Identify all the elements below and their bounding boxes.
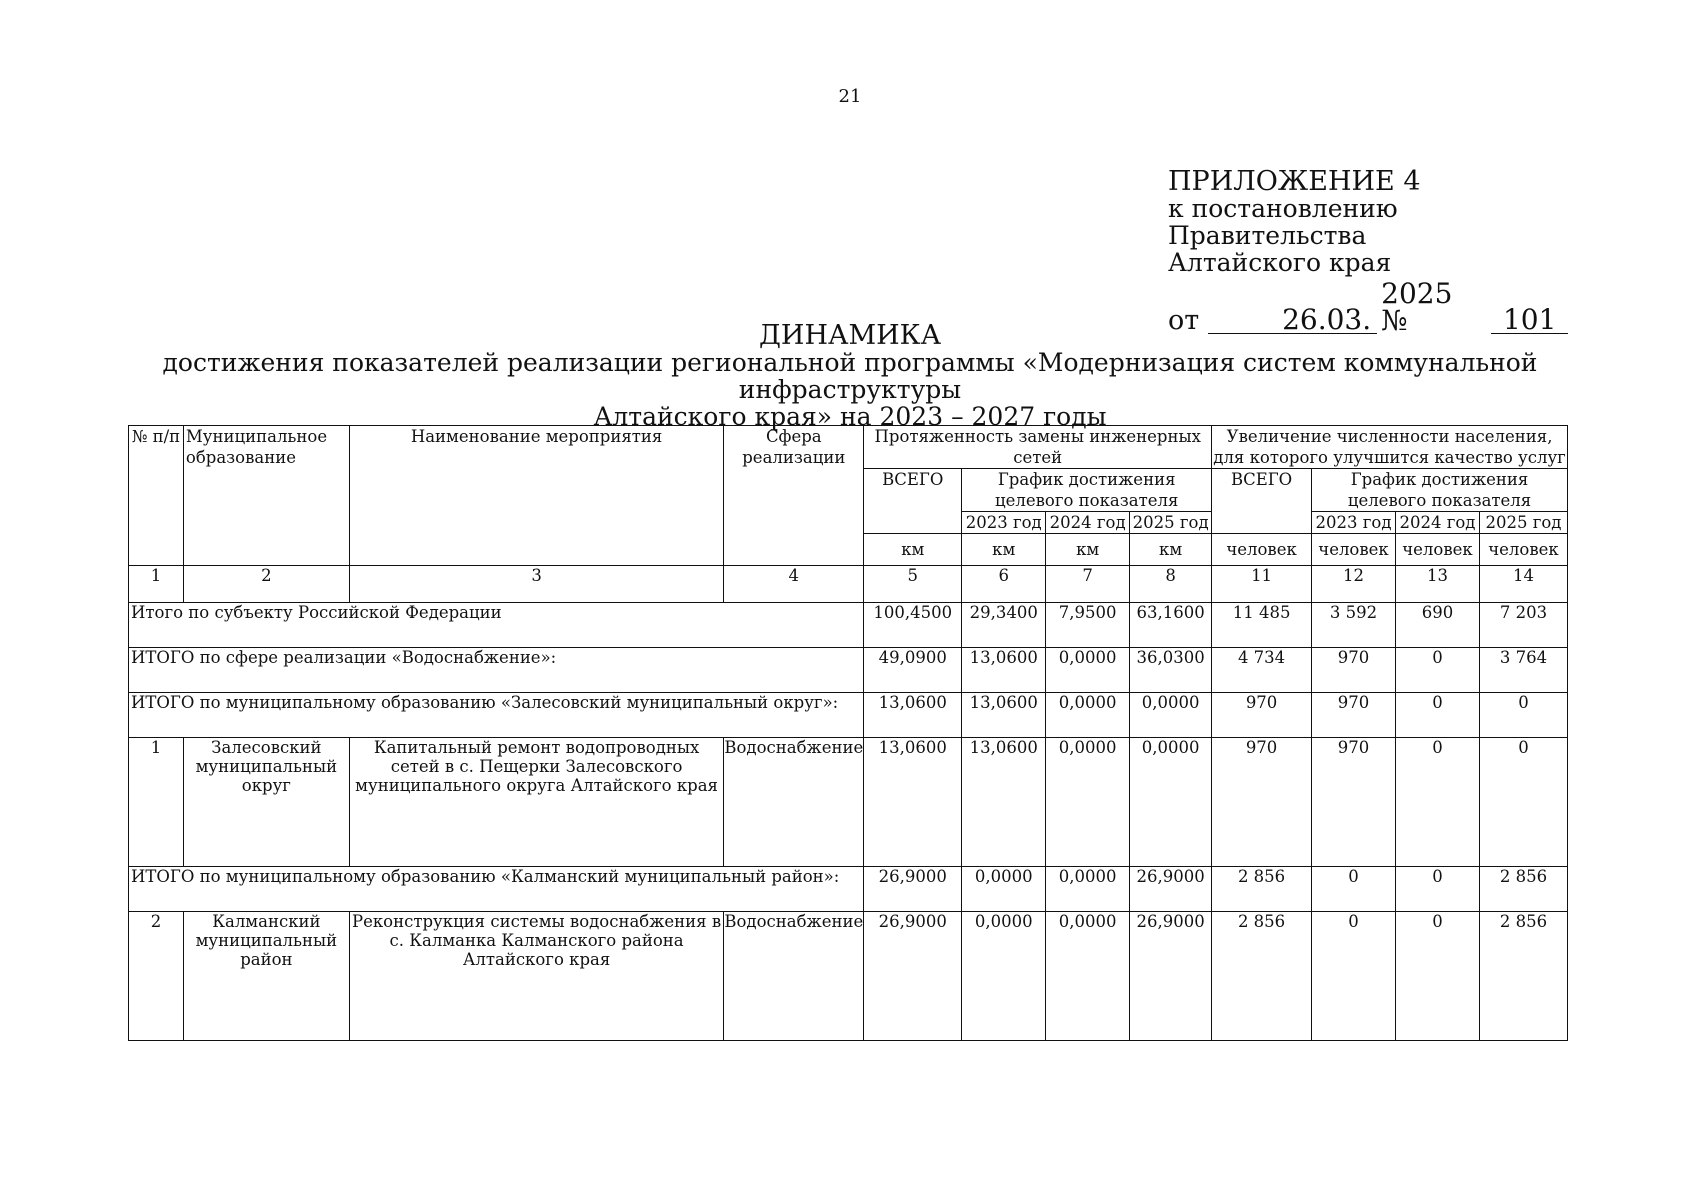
column-index: 5 <box>864 566 962 603</box>
table-cell: 0,0000 <box>1046 912 1130 1041</box>
table-cell: 970 <box>1212 738 1312 867</box>
table-cell: 690 <box>1396 603 1480 648</box>
table-cell: 7,9500 <box>1046 603 1130 648</box>
table-cell: 2 856 <box>1212 912 1312 1041</box>
unit-km: км <box>1046 534 1130 566</box>
unit-people: человек <box>1396 534 1480 566</box>
indicators-table <box>128 425 1568 1041</box>
heading-title: ДИНАМИКА <box>758 320 942 351</box>
header-sphere: Сфера реализации <box>724 426 864 566</box>
header-length-schedule: График достижения целевого показателя <box>962 469 1212 512</box>
column-index: 14 <box>1479 566 1567 603</box>
heading-subtitle-2: Алтайского края» на 2023 – 2027 годы <box>593 402 1107 431</box>
header-num: № п/п <box>129 426 184 566</box>
column-index: 8 <box>1130 566 1212 603</box>
summary-label: ИТОГО по муниципальному образованию «Залесовский муниципальный округ»: <box>129 693 864 738</box>
table-cell: 26,9000 <box>1130 912 1212 1041</box>
summary-label: ИТОГО по муниципальному образованию «Калманский муниципальный район»: <box>129 867 864 912</box>
row-num: 2 <box>129 912 184 1041</box>
unit-people: человек <box>1212 534 1312 566</box>
summary-label: ИТОГО по сфере реализации «Водоснабжение»: <box>129 648 864 693</box>
table-cell: 0,0000 <box>1046 738 1130 867</box>
table-cell: 0 <box>1396 693 1480 738</box>
table-cell: 0,0000 <box>1046 693 1130 738</box>
table-cell: 2 856 <box>1212 867 1312 912</box>
table-cell: 0 <box>1396 912 1480 1041</box>
header-pop-schedule: График достижения целевого показателя <box>1312 469 1568 512</box>
header-length-group: Протяженность замены инженерных сетей <box>864 426 1212 469</box>
heading-subtitle-1: достижения показателей реализации региональной программы «Модернизация систем коммунальной инфраструктуры <box>162 348 1538 404</box>
table-cell: 0,0000 <box>962 912 1046 1041</box>
appendix-block <box>1168 166 1568 337</box>
column-index: 13 <box>1396 566 1480 603</box>
row-municipality: Залесовский муниципальный округ <box>183 738 349 867</box>
summary-row-kalmansky <box>129 867 1568 912</box>
column-index: 1 <box>129 566 184 603</box>
row-sphere: Водоснабжение <box>724 738 864 867</box>
row-municipality: Калманский муниципальный район <box>183 912 349 1041</box>
table-cell: 2 856 <box>1479 867 1567 912</box>
table-cell: 4 734 <box>1212 648 1312 693</box>
column-index: 6 <box>962 566 1046 603</box>
header-pop-2023: 2023 год <box>1312 512 1396 534</box>
appendix-line-1: к постановлению Правительства <box>1168 194 1398 250</box>
decree-year: 2025 № <box>1381 277 1453 337</box>
table-cell: 0 <box>1396 867 1480 912</box>
summary-row-zalesovsky <box>129 693 1568 738</box>
table-cell: 0 <box>1312 867 1396 912</box>
document-heading <box>100 322 1600 430</box>
page-number: 21 <box>838 86 862 107</box>
table-cell: 13,0600 <box>962 738 1046 867</box>
summary-row-total <box>129 603 1568 648</box>
summary-label: Итого по субъекту Российской Федерации <box>129 603 864 648</box>
decree-date: 26.03. <box>1208 306 1377 334</box>
header-municipality: Муниципальное образование <box>183 426 349 566</box>
table-row <box>129 738 1568 867</box>
table-row <box>129 912 1568 1041</box>
row-sphere: Водоснабжение <box>724 912 864 1041</box>
header-pop-total: ВСЕГО <box>1212 469 1312 534</box>
table-cell: 11 485 <box>1212 603 1312 648</box>
table-cell: 0 <box>1479 693 1567 738</box>
unit-km: км <box>1130 534 1212 566</box>
table-cell: 2 856 <box>1479 912 1567 1041</box>
unit-km: км <box>864 534 962 566</box>
table-cell: 13,0600 <box>864 738 962 867</box>
table-cell: 970 <box>1312 738 1396 867</box>
table-cell: 970 <box>1312 693 1396 738</box>
appendix-line-2: Алтайского края <box>1168 248 1392 277</box>
table-cell: 970 <box>1212 693 1312 738</box>
table-cell: 13,0600 <box>962 693 1046 738</box>
table-cell: 29,3400 <box>962 603 1046 648</box>
table-cell: 0,0000 <box>962 867 1046 912</box>
column-index: 3 <box>349 566 723 603</box>
table-cell: 100,4500 <box>864 603 962 648</box>
table-cell: 0,0000 <box>1046 867 1130 912</box>
table-cell: 36,0300 <box>1130 648 1212 693</box>
table-cell: 13,0600 <box>962 648 1046 693</box>
column-index: 11 <box>1212 566 1312 603</box>
decree-number: 101 <box>1491 306 1568 334</box>
table-cell: 26,9000 <box>1130 867 1212 912</box>
unit-people: человек <box>1479 534 1567 566</box>
header-pop-2025: 2025 год <box>1479 512 1567 534</box>
header-length-2024: 2024 год <box>1046 512 1130 534</box>
table-cell: 0,0000 <box>1130 738 1212 867</box>
column-index: 12 <box>1312 566 1396 603</box>
header-length-2025: 2025 год <box>1130 512 1212 534</box>
table-cell: 0 <box>1479 738 1567 867</box>
header-pop-2024: 2024 год <box>1396 512 1480 534</box>
table-cell: 26,9000 <box>864 912 962 1041</box>
table-cell: 0 <box>1396 648 1480 693</box>
table-cell: 26,9000 <box>864 867 962 912</box>
summary-row-water <box>129 648 1568 693</box>
column-index: 7 <box>1046 566 1130 603</box>
table-cell: 7 203 <box>1479 603 1567 648</box>
column-index-row <box>129 566 1568 603</box>
header-measure: Наименование мероприятия <box>349 426 723 566</box>
appendix-title: ПРИЛОЖЕНИЕ 4 <box>1168 166 1421 197</box>
table-cell: 0,0000 <box>1130 693 1212 738</box>
table-cell: 3 764 <box>1479 648 1567 693</box>
table-cell: 63,1600 <box>1130 603 1212 648</box>
table-cell: 3 592 <box>1312 603 1396 648</box>
table-cell: 13,0600 <box>864 693 962 738</box>
header-length-2023: 2023 год <box>962 512 1046 534</box>
unit-people: человек <box>1312 534 1396 566</box>
header-length-total: ВСЕГО <box>864 469 962 534</box>
table-cell: 49,0900 <box>864 648 962 693</box>
table-cell: 970 <box>1312 648 1396 693</box>
row-measure: Реконструкция системы водоснабжения в с. Калманка Калманского района Алтайского края <box>349 912 723 1041</box>
from-label: от <box>1168 305 1200 336</box>
unit-km: км <box>962 534 1046 566</box>
table-cell: 0 <box>1312 912 1396 1041</box>
table-cell: 0 <box>1396 738 1480 867</box>
column-index: 4 <box>724 566 864 603</box>
row-measure: Капитальный ремонт водопроводных сетей в с. Пещерки Залесовского муниципального округа Алтайского края <box>349 738 723 867</box>
table-cell: 0,0000 <box>1046 648 1130 693</box>
header-population-group: Увеличение численности населения, для которого улучшится качество услуг <box>1213 427 1566 467</box>
column-index: 2 <box>183 566 349 603</box>
row-num: 1 <box>129 738 184 867</box>
